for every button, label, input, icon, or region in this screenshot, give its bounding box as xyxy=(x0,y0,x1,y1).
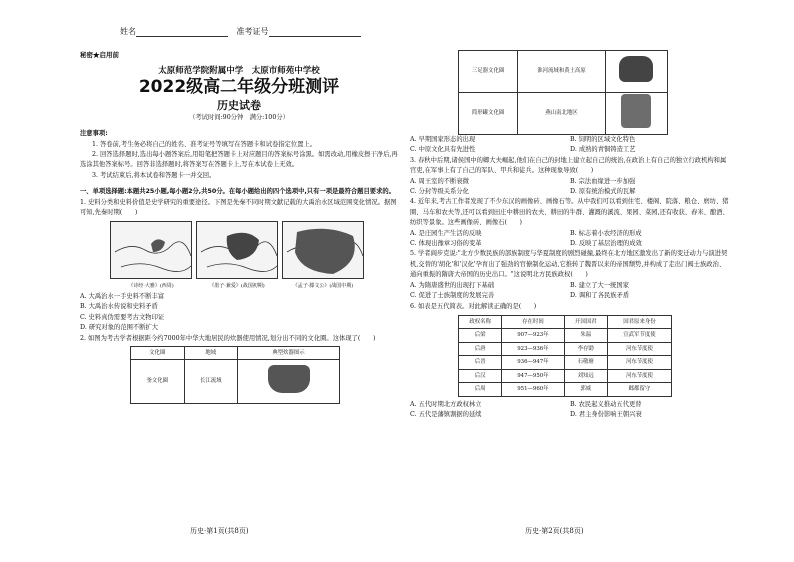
q6-option-d: D. 君主身份影响王朝兴衰 xyxy=(570,411,642,419)
table-header: 开国国君 xyxy=(564,315,607,329)
map-caption-2: 《墨子·兼爱》(战国初期) xyxy=(209,283,265,290)
exam-meta: （考试时间:90分钟 满分:100分） xyxy=(189,113,289,121)
table-cell: 河东节度使 xyxy=(607,369,671,383)
table-cell: 宣武军节度使 xyxy=(607,329,671,343)
question-2: 2. 如图为考古学者根据距今约7000年中华大地居民的炊器使用情况,划分出不同的文化圈。这体现了( ) xyxy=(80,334,376,342)
q4-option-b: B. 标志着小农经济的形成 xyxy=(570,229,642,237)
table-cell: 邺都留守 xyxy=(607,383,671,397)
table-row xyxy=(459,383,672,397)
q3-options xyxy=(410,177,730,198)
q6-option-b: B. 农民起义推动五代更替 xyxy=(570,400,642,408)
question-1: 1. 史料分类和史料价值是史学研究的重要途径。下图是先秦不同时期文献记载的大禹治水区域范围变化情况。据图可知,先秦时期( ) xyxy=(80,198,397,217)
table-cell: 李存勖 xyxy=(564,342,607,356)
q4-options xyxy=(410,229,730,250)
table-header: 文化圈 xyxy=(131,346,185,359)
culture-table-continued xyxy=(458,50,668,135)
school-names: 太原师范学院附属中学 太原市师苑中学校 xyxy=(158,66,320,77)
left-page xyxy=(80,50,398,404)
table-cell: 燕山南北地区 xyxy=(518,93,606,135)
q6-option-a: A. 五代时期北方政权林立 xyxy=(410,400,482,408)
q5-option-d: D. 调和了各民族矛盾 xyxy=(570,292,630,300)
q5-option-b: B. 建立了大一统国家 xyxy=(570,281,630,289)
q2-option-d: D. 成熟的青铜铸造工艺 xyxy=(570,146,636,154)
table-cell: 淮河流域和黄土高原 xyxy=(518,51,606,93)
q3-option-b: B. 宗法血缘进一步加强 xyxy=(570,177,636,185)
name-blank xyxy=(136,29,228,37)
map-captions xyxy=(110,281,398,291)
map-caption-3: 《孟子·滕文公》(战国中期) xyxy=(292,283,354,290)
table-cell: 石敬瑭 xyxy=(564,356,607,370)
q1-option-b: B. 大禹治水传说和史料矛盾 xyxy=(80,303,158,311)
yu-maps xyxy=(110,221,398,279)
exam-title: 2022级高二年级分班测评 xyxy=(138,76,340,97)
table-cell: 后梁 xyxy=(459,329,502,343)
right-page xyxy=(410,50,730,421)
map-early-warring-states xyxy=(196,221,278,279)
table-cell: 河东节度使 xyxy=(607,356,671,370)
q2-option-c: C. 中原文化具有先进性 xyxy=(410,146,476,154)
q3-option-d: D. 原有统治模式的瓦解 xyxy=(570,188,636,196)
map-western-zhou xyxy=(110,221,192,279)
jar-image xyxy=(605,93,667,135)
table-header: 典型炊器图示 xyxy=(238,346,340,359)
tripod-image xyxy=(605,51,667,93)
notice-2: 2. 回答选择题时,选出每小题答案后,用铅笔把答题卡上对应题目的答案标号涂黑。如需改动,用橡皮擦干净后,再选涂其他答案标号。回答非选择题时,将答案写在答题卡上,写在本试卷上无效。 xyxy=(80,151,398,169)
table-cell: 后周 xyxy=(459,383,502,397)
exam-no-blank xyxy=(269,29,361,37)
footer-left: 历史·第1页(共8页) xyxy=(190,527,249,535)
table-header: 政权名称 xyxy=(459,315,502,329)
secret-mark: 秘密★启用前 xyxy=(80,51,119,59)
q3-option-a: A. 周王室的不断衰微 xyxy=(410,177,469,185)
question-5: 5. 学者阎步克说:"北方少数民族的部族制度与华夏制度的剧烈碰撞,最终在北方地区激发出了新的变迁动力与演进契机,交替的'胡化'和'汉化'孕育出了强劲的官僚制化运动,它推转了魏晋以来的帝国颓势,并构成了走出门阀士族政治、通向重振的隋唐大帝国的历史出口。"这说明北方民族政权( ) xyxy=(410,250,728,279)
q2-option-b: B. 饲明的区域文化特色 xyxy=(570,136,636,143)
exam-subtitle: 历史试卷 xyxy=(217,98,261,112)
map-mid-warring-states xyxy=(282,221,364,279)
q1-option-c: C. 史料真伪需要考古文物印证 xyxy=(80,313,165,321)
q2-options xyxy=(410,135,730,156)
table-row xyxy=(459,369,672,383)
q2-option-a: A. 早期国家形态的出现 xyxy=(410,136,476,143)
table-cell: 三足器文化圈 xyxy=(459,51,518,93)
notice-1: 1. 答卷前,考生务必将自己的姓名、准考证号等填写在答题卡和试卷指定位置上。 xyxy=(92,140,317,148)
exam-no-label: 准考证号 xyxy=(236,27,269,36)
q3-option-c: C. 分封等级关系分化 xyxy=(410,188,469,196)
pot-image xyxy=(238,359,340,403)
table-row xyxy=(459,329,672,343)
table-row xyxy=(459,342,672,356)
table-cell: 后汉 xyxy=(459,369,502,383)
table-cell: 简形罐文化圈 xyxy=(459,93,518,135)
q5-options xyxy=(410,281,730,302)
culture-table-top xyxy=(130,346,340,404)
table-cell: 951—960年 xyxy=(502,383,564,397)
table-cell: 河东节度使 xyxy=(607,342,671,356)
map-caption-1: 《诗经·大雅》(西周) xyxy=(128,283,174,290)
question-6: 6. 如表是五代简表。对此解读正确的是( ) xyxy=(410,302,537,310)
q5-option-c: C. 促进了士族制度的发展完善 xyxy=(410,292,495,300)
table-cell: 长江流域 xyxy=(184,359,238,403)
table-header: 存在时间 xyxy=(502,315,564,329)
table-cell: 923—936年 xyxy=(502,342,564,356)
table-cell: 刘知远 xyxy=(564,369,607,383)
table-header: 国君原来身份 xyxy=(607,315,671,329)
section-heading: 一、单项选择题:本题共25小题,每小题2分,共50分。在每小题给出的四个选项中,只有一项是最符合题目要求的。 xyxy=(80,188,395,196)
question-3: 3. 春秋中后期,诸侯国中的卿大夫崛起,他们在自己的封地上建立起自己的统治,在政治上有自己的独立行政机构和属官吏,在军事上有了自己的军队、甲兵和徒兵。这种现象导致( ) xyxy=(410,156,727,175)
table-header: 地域 xyxy=(184,346,238,359)
notice-title: 注意事项: xyxy=(80,130,108,138)
q6-option-c: C. 五代是藩镇割据的延续 xyxy=(410,411,482,419)
q4-option-d: D. 反映了基层治理的成效 xyxy=(570,240,642,248)
table-cell: 后唐 xyxy=(459,342,502,356)
q4-option-c: C. 体现出豫章习俗的变革 xyxy=(410,240,482,248)
five-dynasties-table xyxy=(458,315,672,397)
table-cell: 947—950年 xyxy=(502,369,564,383)
table-cell: 907—923年 xyxy=(502,329,564,343)
table-cell: 郭威 xyxy=(564,383,607,397)
footer-right: 历史·第2页(共8页) xyxy=(525,527,584,535)
q1-option-a: A. 大禹治水一手史料不断丰富 xyxy=(80,292,165,300)
question-4: 4. 近年来,考古工作者发现了不少东汉的画像砖、画像石等。从中我们可以看到住宅、楼阁、院落、粮仓、磨坊、猪圈、马车和农夫等,还可以看到田庄中耕田的农夫、耕田的牛群、灌溉的溪流、果园、菜园,还有收获、舂米、酿酒、纺织等景象。这些画像砖、画像石( ) xyxy=(410,198,729,227)
candidate-info-line xyxy=(120,26,367,37)
q5-option-a: A. 为隋唐盛世的出现打下基础 xyxy=(410,281,495,289)
q4-option-a: A. 是庄园生产生活的反映 xyxy=(410,229,482,237)
table-row xyxy=(459,356,672,370)
table-cell: 936—947年 xyxy=(502,356,564,370)
table-cell: 后晋 xyxy=(459,356,502,370)
table-cell: 釜文化圈 xyxy=(131,359,185,403)
table-cell: 朱温 xyxy=(564,329,607,343)
notice-3: 3. 考试结束后,将本试卷和答题卡一并交回。 xyxy=(92,171,216,179)
name-label: 姓名 xyxy=(120,27,136,36)
q1-option-d: D. 研究对象的范围不断扩大 xyxy=(80,324,159,332)
q6-options xyxy=(410,400,730,421)
